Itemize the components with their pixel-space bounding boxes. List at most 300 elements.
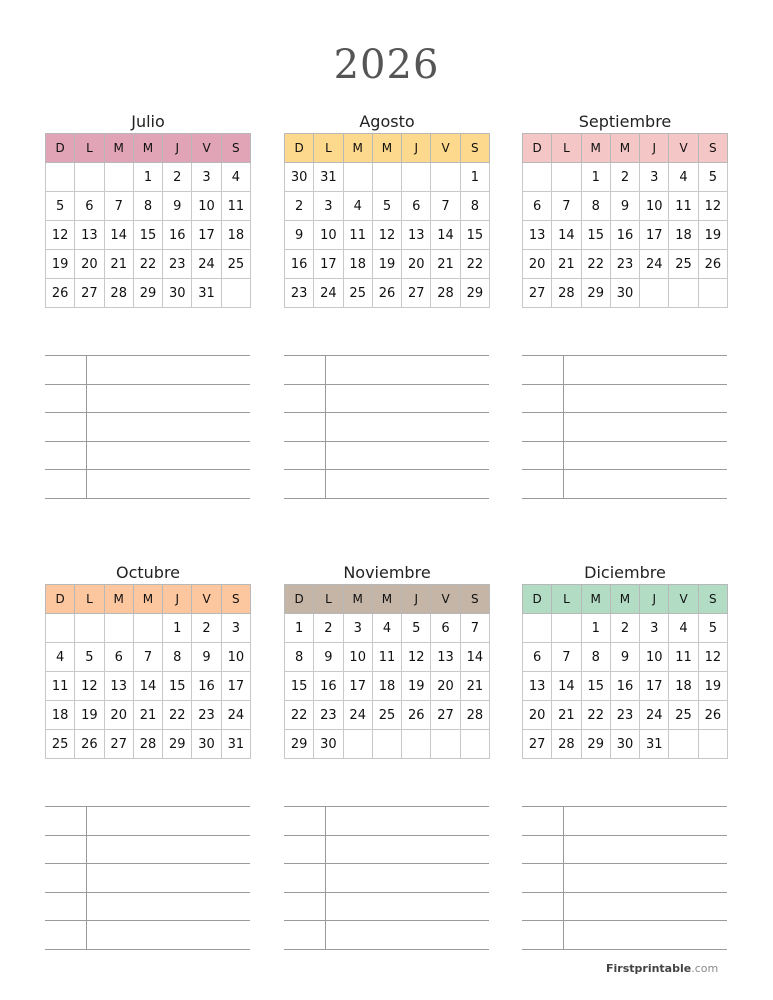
day-cell: 22 xyxy=(581,701,610,730)
day-cell: 26 xyxy=(372,279,401,308)
day-cell: 15 xyxy=(581,672,610,701)
weekday-label: D xyxy=(285,134,314,163)
day-cell: 12 xyxy=(46,221,75,250)
day-cell: 19 xyxy=(698,221,727,250)
day-cell: 22 xyxy=(460,250,489,279)
day-cell: 27 xyxy=(402,279,431,308)
month-grid xyxy=(522,584,728,759)
day-cell xyxy=(46,614,75,643)
day-cell: 11 xyxy=(669,643,698,672)
day-cell: 25 xyxy=(221,250,250,279)
day-cell: 3 xyxy=(192,163,221,192)
day-cell: 14 xyxy=(133,672,162,701)
weekday-label: M xyxy=(372,585,401,614)
day-cell: 28 xyxy=(431,279,460,308)
day-cell: 19 xyxy=(372,250,401,279)
week-row xyxy=(523,643,728,672)
day-cell: 21 xyxy=(460,672,489,701)
day-cell: 18 xyxy=(221,221,250,250)
note-line xyxy=(284,498,489,499)
day-cell: 15 xyxy=(285,672,314,701)
month-title: Julio xyxy=(131,112,165,131)
day-cell: 11 xyxy=(343,221,372,250)
day-cell: 27 xyxy=(523,279,552,308)
day-cell: 15 xyxy=(581,221,610,250)
weekday-label: D xyxy=(523,134,552,163)
month-grid xyxy=(45,584,251,759)
day-cell: 4 xyxy=(669,614,698,643)
day-cell: 2 xyxy=(610,163,639,192)
note-line xyxy=(522,949,727,950)
week-row xyxy=(46,192,251,221)
day-cell: 8 xyxy=(460,192,489,221)
day-cell: 23 xyxy=(610,250,639,279)
week-row xyxy=(46,163,251,192)
day-cell xyxy=(221,279,250,308)
week-row xyxy=(523,192,728,221)
day-cell: 28 xyxy=(552,730,581,759)
day-cell xyxy=(698,730,727,759)
day-cell: 28 xyxy=(552,279,581,308)
notes-divider xyxy=(325,355,326,498)
day-cell: 12 xyxy=(698,192,727,221)
day-cell: 29 xyxy=(163,730,192,759)
week-row xyxy=(285,192,490,221)
week-row xyxy=(523,163,728,192)
note-line xyxy=(45,949,250,950)
month-grid xyxy=(45,133,251,308)
week-row xyxy=(285,163,490,192)
day-cell: 6 xyxy=(104,643,133,672)
note-line xyxy=(522,920,727,921)
day-cell: 24 xyxy=(640,701,669,730)
day-cell: 2 xyxy=(163,163,192,192)
weekday-label: S xyxy=(221,134,250,163)
note-line xyxy=(45,384,250,385)
day-cell: 26 xyxy=(75,730,104,759)
weekday-header xyxy=(46,585,251,614)
day-cell xyxy=(552,614,581,643)
week-row xyxy=(46,643,251,672)
day-cell: 8 xyxy=(163,643,192,672)
month-calendar-diciembre xyxy=(522,562,728,759)
day-cell: 4 xyxy=(372,614,401,643)
week-row xyxy=(46,672,251,701)
day-cell: 2 xyxy=(285,192,314,221)
weekday-label: D xyxy=(285,585,314,614)
note-line xyxy=(284,469,489,470)
notes-lines xyxy=(45,806,250,949)
day-cell: 25 xyxy=(669,250,698,279)
week-row xyxy=(46,221,251,250)
weekday-label: M xyxy=(610,585,639,614)
weekday-label: M xyxy=(133,134,162,163)
day-cell: 4 xyxy=(669,163,698,192)
day-cell: 7 xyxy=(431,192,460,221)
note-line xyxy=(45,355,250,356)
day-cell: 2 xyxy=(192,614,221,643)
day-cell: 16 xyxy=(285,250,314,279)
day-cell: 26 xyxy=(46,279,75,308)
day-cell: 18 xyxy=(343,250,372,279)
note-line xyxy=(284,892,489,893)
weekday-label: M xyxy=(133,585,162,614)
day-cell xyxy=(552,163,581,192)
note-line xyxy=(522,384,727,385)
day-cell: 13 xyxy=(402,221,431,250)
note-line xyxy=(284,949,489,950)
day-cell: 19 xyxy=(402,672,431,701)
day-cell: 17 xyxy=(221,672,250,701)
day-cell: 28 xyxy=(133,730,162,759)
day-cell: 1 xyxy=(581,163,610,192)
note-line xyxy=(45,412,250,413)
day-cell: 30 xyxy=(610,730,639,759)
day-cell: 6 xyxy=(431,614,460,643)
day-cell: 31 xyxy=(192,279,221,308)
day-cell: 9 xyxy=(610,192,639,221)
weekday-label: L xyxy=(75,585,104,614)
day-cell xyxy=(372,730,401,759)
weekday-label: M xyxy=(581,585,610,614)
notes-lines xyxy=(45,355,250,498)
notes-lines xyxy=(284,355,489,498)
day-cell: 18 xyxy=(669,672,698,701)
weekday-label: M xyxy=(610,134,639,163)
day-cell: 12 xyxy=(402,643,431,672)
day-cell: 16 xyxy=(314,672,343,701)
day-cell: 1 xyxy=(460,163,489,192)
note-line xyxy=(284,412,489,413)
day-cell: 25 xyxy=(669,701,698,730)
week-row xyxy=(523,250,728,279)
day-cell: 29 xyxy=(581,279,610,308)
note-line xyxy=(45,806,250,807)
day-cell xyxy=(431,730,460,759)
day-cell: 31 xyxy=(314,163,343,192)
day-cell: 30 xyxy=(163,279,192,308)
month-title: Octubre xyxy=(115,563,181,582)
day-cell: 9 xyxy=(314,643,343,672)
day-cell: 1 xyxy=(133,163,162,192)
day-cell xyxy=(698,279,727,308)
footer-brand xyxy=(606,962,718,975)
day-cell: 31 xyxy=(640,730,669,759)
weekday-label: V xyxy=(192,585,221,614)
day-cell: 14 xyxy=(104,221,133,250)
day-cell: 21 xyxy=(104,250,133,279)
day-cell: 10 xyxy=(192,192,221,221)
day-cell: 8 xyxy=(133,192,162,221)
day-cell: 28 xyxy=(104,279,133,308)
note-line xyxy=(522,806,727,807)
day-cell: 6 xyxy=(75,192,104,221)
weekday-label: V xyxy=(669,134,698,163)
day-cell: 29 xyxy=(460,279,489,308)
day-cell: 11 xyxy=(372,643,401,672)
day-cell: 17 xyxy=(192,221,221,250)
day-cell xyxy=(523,614,552,643)
note-line xyxy=(522,412,727,413)
day-cell xyxy=(402,730,431,759)
notes-divider xyxy=(563,355,564,498)
day-cell xyxy=(133,614,162,643)
notes-lines xyxy=(522,806,727,949)
day-cell: 20 xyxy=(431,672,460,701)
weekday-label: J xyxy=(640,585,669,614)
weekday-label: M xyxy=(343,585,372,614)
day-cell xyxy=(523,163,552,192)
day-cell: 8 xyxy=(581,192,610,221)
note-line xyxy=(522,863,727,864)
day-cell xyxy=(104,614,133,643)
day-cell: 17 xyxy=(314,250,343,279)
day-cell: 12 xyxy=(698,643,727,672)
day-cell: 13 xyxy=(75,221,104,250)
month-title: Agosto xyxy=(359,112,415,131)
weekday-header xyxy=(523,134,728,163)
weekday-label: S xyxy=(221,585,250,614)
day-cell: 24 xyxy=(640,250,669,279)
notes-divider xyxy=(86,806,87,949)
weekday-label: J xyxy=(402,134,431,163)
day-cell: 1 xyxy=(285,614,314,643)
day-cell: 16 xyxy=(192,672,221,701)
day-cell: 5 xyxy=(46,192,75,221)
day-cell: 13 xyxy=(104,672,133,701)
week-row xyxy=(285,643,490,672)
month-calendar-octubre xyxy=(45,562,251,759)
day-cell: 9 xyxy=(192,643,221,672)
day-cell: 11 xyxy=(221,192,250,221)
day-cell xyxy=(75,614,104,643)
day-cell: 16 xyxy=(610,672,639,701)
note-line xyxy=(45,498,250,499)
week-row xyxy=(285,221,490,250)
day-cell: 24 xyxy=(314,279,343,308)
day-cell: 19 xyxy=(75,701,104,730)
day-cell: 4 xyxy=(343,192,372,221)
day-cell xyxy=(402,163,431,192)
note-line xyxy=(522,441,727,442)
day-cell xyxy=(75,163,104,192)
day-cell xyxy=(460,730,489,759)
note-line xyxy=(522,835,727,836)
note-line xyxy=(284,835,489,836)
weekday-label: M xyxy=(104,134,133,163)
day-cell: 27 xyxy=(75,279,104,308)
week-row xyxy=(46,250,251,279)
weekday-label: D xyxy=(46,585,75,614)
note-line xyxy=(284,384,489,385)
day-cell: 5 xyxy=(372,192,401,221)
weekday-label: D xyxy=(523,585,552,614)
month-title: Noviembre xyxy=(343,563,431,582)
day-cell: 22 xyxy=(581,250,610,279)
day-cell: 3 xyxy=(343,614,372,643)
month-calendar-agosto xyxy=(284,111,490,308)
day-cell: 2 xyxy=(314,614,343,643)
day-cell: 25 xyxy=(343,279,372,308)
week-row xyxy=(285,250,490,279)
day-cell: 25 xyxy=(372,701,401,730)
weekday-label: J xyxy=(163,134,192,163)
weekday-label: V xyxy=(431,585,460,614)
day-cell: 9 xyxy=(163,192,192,221)
day-cell xyxy=(46,163,75,192)
day-cell xyxy=(669,279,698,308)
weekday-label: V xyxy=(431,134,460,163)
notes-divider xyxy=(325,806,326,949)
day-cell: 11 xyxy=(669,192,698,221)
day-cell: 10 xyxy=(640,192,669,221)
day-cell: 18 xyxy=(46,701,75,730)
day-cell: 27 xyxy=(431,701,460,730)
day-cell: 21 xyxy=(133,701,162,730)
day-cell: 12 xyxy=(372,221,401,250)
day-cell: 19 xyxy=(46,250,75,279)
day-cell: 17 xyxy=(343,672,372,701)
month-grid xyxy=(284,584,490,759)
day-cell: 14 xyxy=(552,221,581,250)
weekday-header xyxy=(523,585,728,614)
weekday-label: S xyxy=(698,134,727,163)
weekday-label: M xyxy=(372,134,401,163)
day-cell: 3 xyxy=(221,614,250,643)
weekday-label: V xyxy=(669,585,698,614)
day-cell: 3 xyxy=(640,614,669,643)
day-cell: 12 xyxy=(75,672,104,701)
day-cell: 15 xyxy=(163,672,192,701)
day-cell: 3 xyxy=(314,192,343,221)
brand-name: Firstprintable xyxy=(606,962,692,975)
weekday-label: M xyxy=(104,585,133,614)
note-line xyxy=(45,863,250,864)
note-line xyxy=(45,469,250,470)
week-row xyxy=(523,730,728,759)
day-cell: 26 xyxy=(698,250,727,279)
day-cell: 30 xyxy=(610,279,639,308)
weekday-label: J xyxy=(163,585,192,614)
day-cell: 18 xyxy=(372,672,401,701)
month-grid xyxy=(284,133,490,308)
year-title: 2026 xyxy=(333,42,440,88)
week-row xyxy=(285,730,490,759)
day-cell: 5 xyxy=(402,614,431,643)
day-cell: 28 xyxy=(460,701,489,730)
day-cell: 23 xyxy=(163,250,192,279)
day-cell: 5 xyxy=(698,614,727,643)
day-cell: 31 xyxy=(221,730,250,759)
day-cell: 9 xyxy=(285,221,314,250)
week-row xyxy=(46,279,251,308)
week-row xyxy=(285,614,490,643)
day-cell: 6 xyxy=(523,643,552,672)
day-cell: 7 xyxy=(552,192,581,221)
day-cell: 20 xyxy=(402,250,431,279)
note-line xyxy=(522,498,727,499)
day-cell: 30 xyxy=(285,163,314,192)
day-cell: 21 xyxy=(552,250,581,279)
day-cell: 7 xyxy=(460,614,489,643)
weekday-label: D xyxy=(46,134,75,163)
weekday-label: V xyxy=(192,134,221,163)
day-cell xyxy=(640,279,669,308)
day-cell: 4 xyxy=(221,163,250,192)
day-cell: 7 xyxy=(104,192,133,221)
month-calendar-noviembre xyxy=(284,562,490,759)
week-row xyxy=(46,730,251,759)
month-title: Septiembre xyxy=(578,112,672,131)
day-cell: 2 xyxy=(610,614,639,643)
week-row xyxy=(523,221,728,250)
weekday-label: M xyxy=(343,134,372,163)
day-cell: 30 xyxy=(192,730,221,759)
day-cell: 25 xyxy=(46,730,75,759)
notes-divider xyxy=(563,806,564,949)
weekday-label: L xyxy=(552,134,581,163)
day-cell: 24 xyxy=(192,250,221,279)
day-cell: 7 xyxy=(552,643,581,672)
weekday-label: L xyxy=(314,134,343,163)
note-line xyxy=(45,835,250,836)
day-cell: 5 xyxy=(75,643,104,672)
weekday-label: S xyxy=(460,585,489,614)
note-line xyxy=(45,892,250,893)
day-cell: 14 xyxy=(431,221,460,250)
day-cell: 10 xyxy=(640,643,669,672)
day-cell: 30 xyxy=(314,730,343,759)
day-cell xyxy=(669,730,698,759)
day-cell: 26 xyxy=(402,701,431,730)
day-cell: 7 xyxy=(133,643,162,672)
day-cell: 9 xyxy=(610,643,639,672)
week-row xyxy=(523,279,728,308)
day-cell: 13 xyxy=(523,221,552,250)
month-calendar-septiembre xyxy=(522,111,728,308)
note-line xyxy=(522,355,727,356)
day-cell: 17 xyxy=(640,221,669,250)
day-cell: 18 xyxy=(669,221,698,250)
weekday-label: L xyxy=(314,585,343,614)
day-cell: 22 xyxy=(163,701,192,730)
notes-lines xyxy=(284,806,489,949)
note-line xyxy=(284,920,489,921)
note-line xyxy=(522,892,727,893)
week-row xyxy=(523,672,728,701)
day-cell: 20 xyxy=(104,701,133,730)
month-grid xyxy=(522,133,728,308)
day-cell: 13 xyxy=(431,643,460,672)
week-row xyxy=(285,672,490,701)
day-cell: 23 xyxy=(314,701,343,730)
day-cell: 29 xyxy=(285,730,314,759)
day-cell: 15 xyxy=(460,221,489,250)
note-line xyxy=(45,920,250,921)
day-cell: 6 xyxy=(402,192,431,221)
day-cell: 24 xyxy=(221,701,250,730)
day-cell xyxy=(104,163,133,192)
note-line xyxy=(45,441,250,442)
day-cell: 20 xyxy=(523,701,552,730)
week-row xyxy=(285,701,490,730)
day-cell: 27 xyxy=(104,730,133,759)
day-cell: 10 xyxy=(221,643,250,672)
week-row xyxy=(46,614,251,643)
day-cell: 19 xyxy=(698,672,727,701)
weekday-header xyxy=(285,585,490,614)
note-line xyxy=(284,806,489,807)
